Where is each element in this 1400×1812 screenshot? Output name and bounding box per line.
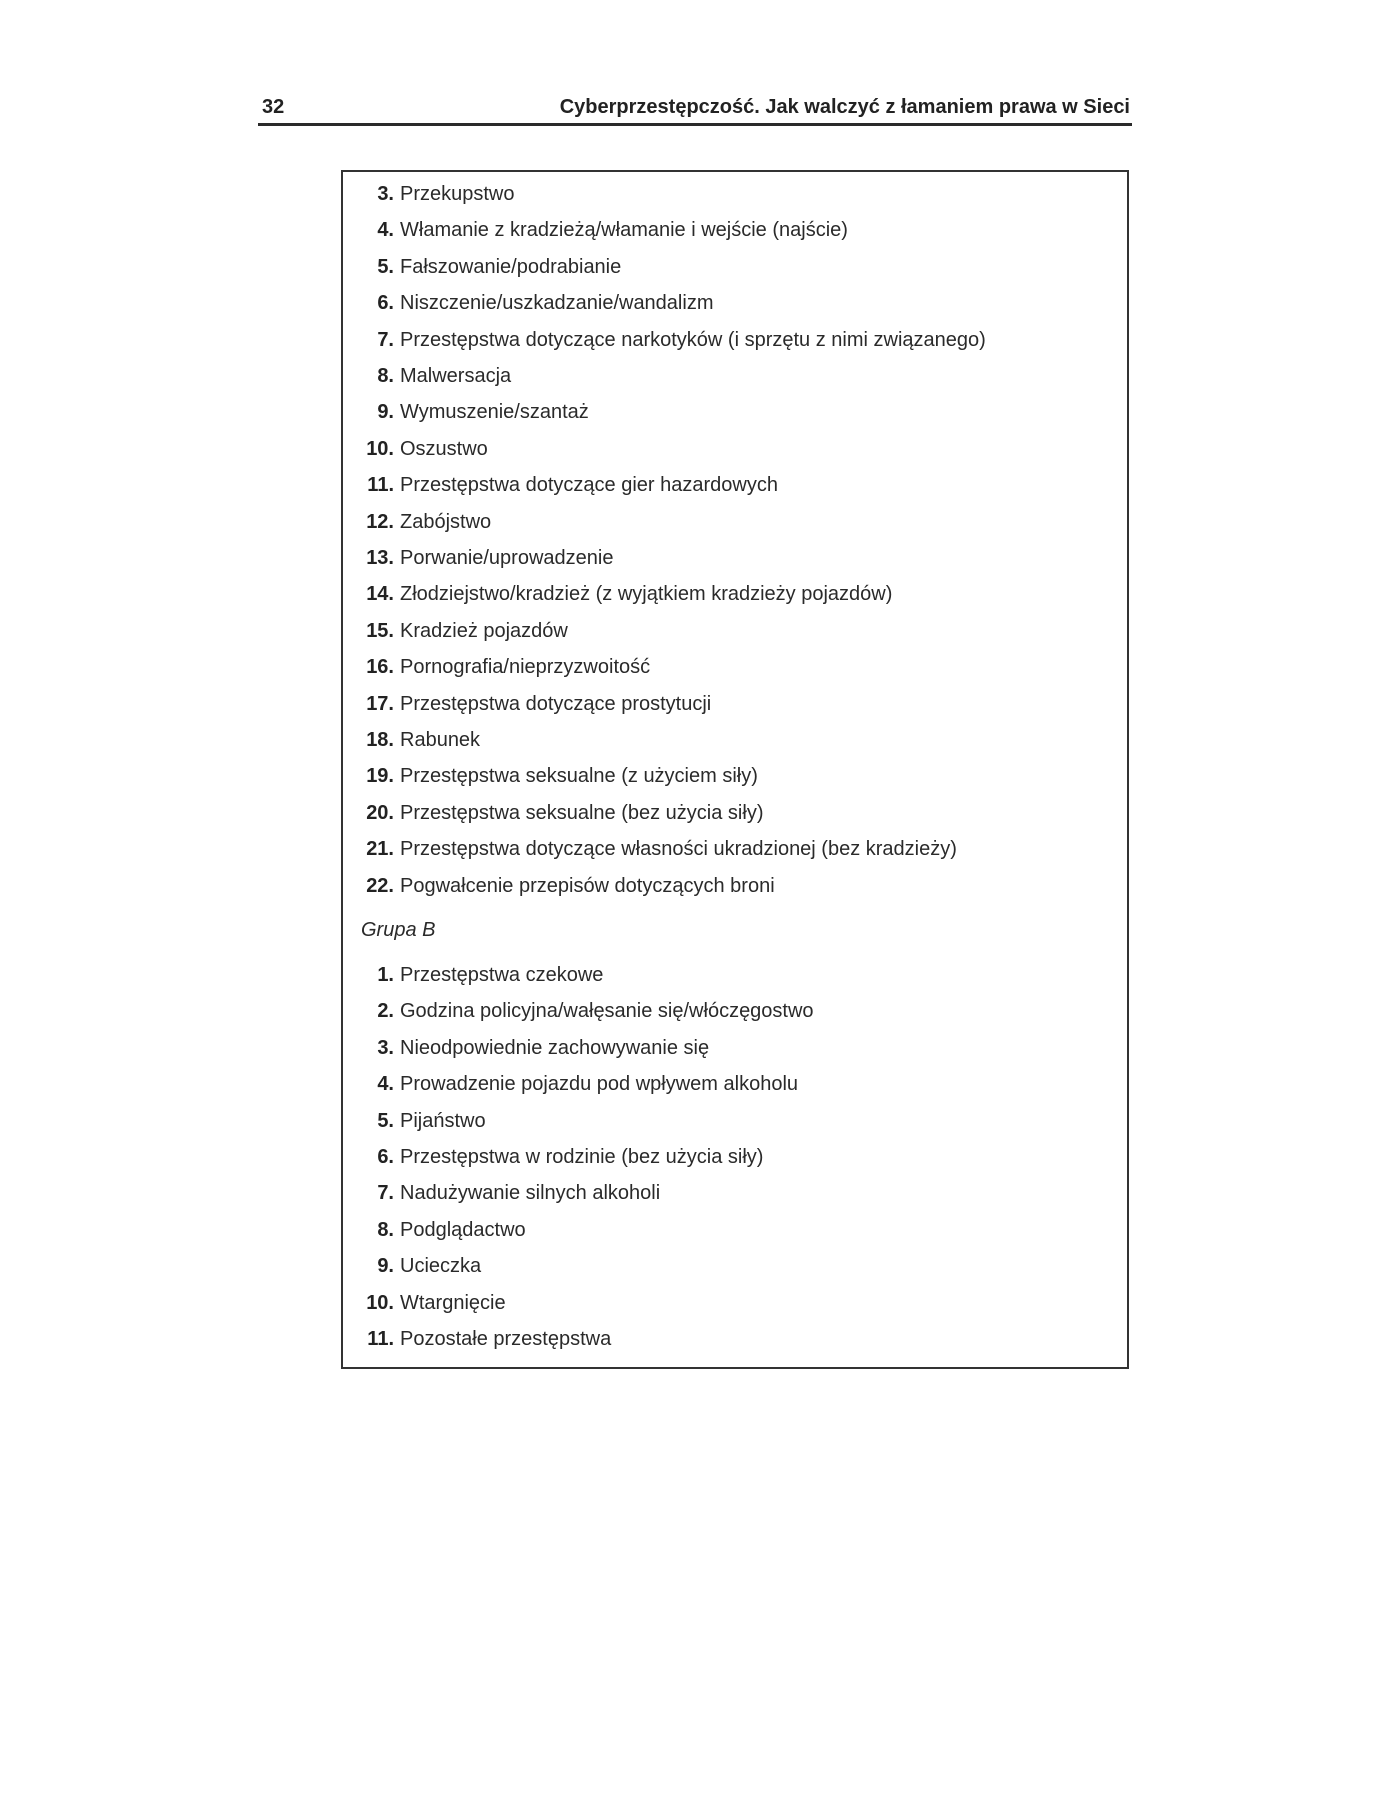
item-number: 9. [377, 1255, 394, 1278]
list-item [343, 579, 892, 609]
item-label: Nadużywanie silnych alkoholi [400, 1182, 661, 1205]
item-number: 13. [366, 547, 394, 569]
item-label: Rabunek [400, 729, 481, 751]
item-label: Przestępstwa seksualne (bez użycia siły) [400, 801, 764, 824]
item-label: Przestępstwa dotyczące prostytucji [400, 692, 712, 715]
list-item [343, 798, 763, 828]
item-label: Pozostałe przestępstwa [400, 1328, 612, 1350]
list-item [343, 1178, 660, 1208]
item-label: Pogwałcenie przepisów dotyczących broni [400, 874, 775, 897]
item-label: Niszczenie/uszkadzanie/wandalizm [400, 292, 714, 315]
item-label: Pijaństwo [400, 1109, 486, 1132]
item-number: 2. [377, 1000, 394, 1023]
item-label: Kradzież pojazdów [400, 619, 568, 642]
list-item [343, 1288, 506, 1318]
item-label: Przestępstwa dotyczące narkotyków (i sprzętu z nimi związanego) [400, 328, 986, 351]
item-label: Podglądactwo [400, 1218, 526, 1241]
item-number: 10. [366, 1291, 394, 1314]
offense-list-box [341, 170, 1129, 1369]
item-number: 6. [377, 1146, 394, 1168]
list-item [343, 288, 713, 318]
item-number: 14. [366, 583, 394, 606]
item-number: 17. [366, 692, 394, 715]
item-label: Włamanie z kradzieżą/włamanie i wejście (najście) [400, 219, 848, 242]
list-item [343, 761, 758, 791]
item-number: 18. [366, 729, 394, 751]
item-number: 5. [377, 1109, 394, 1132]
list-item [343, 325, 986, 355]
list-item [343, 834, 957, 864]
item-number: 15. [366, 619, 394, 642]
item-label: Przestępstwa czekowe [400, 964, 604, 986]
list-item [343, 361, 511, 391]
page-number: 32 [262, 96, 285, 118]
item-number: 11. [367, 1328, 394, 1350]
item-number: 21. [366, 838, 394, 861]
list-item [343, 871, 775, 901]
item-number: 12. [366, 510, 394, 533]
item-number: 5. [377, 255, 394, 278]
item-number: 10. [366, 437, 394, 460]
item-number: 19. [366, 765, 394, 788]
item-number: 1. [377, 964, 394, 986]
item-label: Pornografia/nieprzyzwoitość [400, 656, 651, 679]
item-label: Złodziejstwo/kradzież (z wyjątkiem kradzieży pojazdów) [400, 583, 893, 606]
list-item [343, 689, 711, 719]
list-item [343, 215, 848, 245]
list-item [343, 1251, 481, 1281]
list-item [343, 1106, 486, 1136]
list-item [343, 652, 650, 682]
item-number: 20. [366, 801, 394, 824]
item-number: 8. [377, 365, 394, 387]
item-number: 3. [377, 183, 394, 205]
item-number: 16. [366, 656, 394, 679]
list-item [343, 725, 480, 755]
list-item [343, 397, 589, 427]
item-label: Ucieczka [400, 1255, 482, 1278]
item-number: 7. [377, 328, 394, 351]
item-label: Przestępstwa dotyczące gier hazardowych [400, 474, 778, 497]
item-label: Przestępstwa seksualne (z użyciem siły) [400, 765, 758, 788]
item-label: Godzina policyjna/wałęsanie się/włóczęgostwo [400, 1000, 814, 1023]
list-item [343, 1142, 763, 1172]
list-item [343, 179, 515, 209]
list-item [343, 1033, 709, 1063]
item-number: 7. [377, 1182, 394, 1205]
item-label: Przestępstwa w rodzinie (bez użycia siły) [400, 1146, 764, 1168]
book-title: Cyberprzestępczość. Jak walczyć z łamaniem prawa w Sieci [559, 96, 1130, 118]
list-item [343, 543, 613, 573]
item-label: Porwanie/uprowadzenie [400, 547, 614, 569]
item-number: 8. [377, 1218, 394, 1241]
item-label: Oszustwo [400, 437, 488, 460]
item-label: Fałszowanie/podrabianie [400, 255, 622, 278]
item-number: 22. [366, 874, 394, 897]
running-head [258, 92, 1132, 126]
list-item [343, 996, 814, 1026]
item-label: Nieodpowiednie zachowywanie się [400, 1036, 710, 1059]
list-item [343, 252, 621, 282]
list-item [343, 1069, 798, 1099]
item-number: 6. [377, 292, 394, 315]
list-item [343, 434, 488, 464]
group-b-heading: Grupa B [361, 919, 436, 941]
item-label: Przekupstwo [400, 183, 515, 205]
item-label: Wymuszenie/szantaż [400, 401, 589, 424]
item-number: 4. [377, 1073, 394, 1096]
item-label: Prowadzenie pojazdu pod wpływem alkoholu [400, 1073, 799, 1096]
item-number: 9. [377, 401, 394, 424]
item-number: 11. [367, 474, 394, 497]
list-item [343, 507, 491, 537]
list-item [343, 1324, 611, 1354]
item-label: Wtargnięcie [400, 1291, 506, 1314]
list-item [343, 616, 568, 646]
list-item [343, 1215, 526, 1245]
item-label: Malwersacja [400, 365, 512, 387]
item-label: Przestępstwa dotyczące własności ukradzionej (bez kradzieży) [400, 838, 957, 861]
item-number: 4. [377, 219, 394, 242]
item-label: Zabójstwo [400, 510, 492, 533]
item-number: 3. [377, 1036, 394, 1059]
list-item [343, 470, 778, 500]
list-item [343, 960, 603, 990]
